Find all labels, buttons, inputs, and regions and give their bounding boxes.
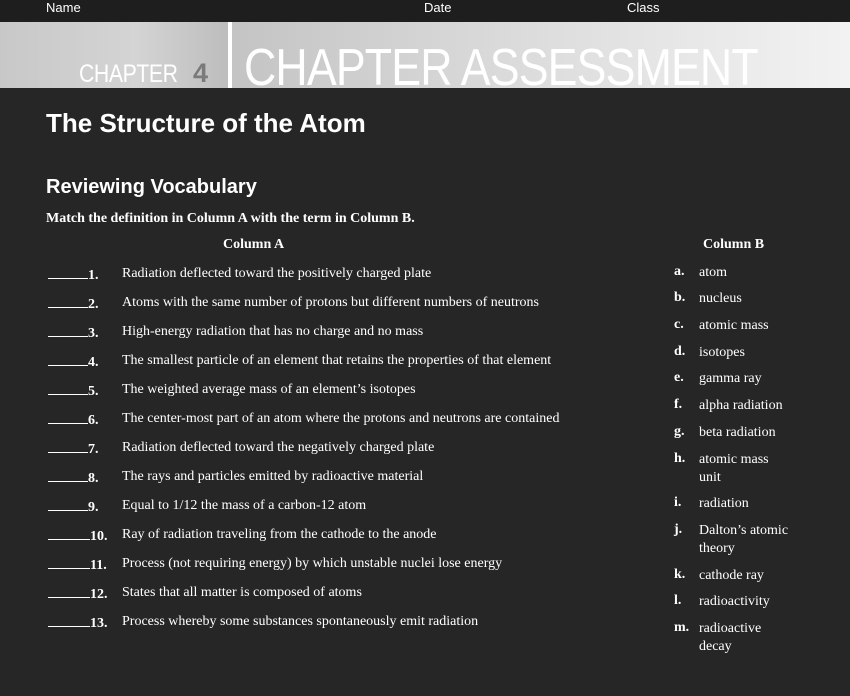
question-text: Radiation deflected toward the positively charged plate [122, 266, 432, 281]
answer-blank[interactable] [48, 527, 90, 540]
instructions: Match the definition in Column A with the term in Column B. [46, 211, 415, 226]
answer-blank[interactable] [48, 614, 90, 627]
term-letter: i. [674, 495, 682, 510]
question-number: 4. [88, 355, 99, 370]
question-item [48, 266, 432, 284]
answer-blank[interactable] [48, 585, 90, 598]
chapter-label: CHAPTER [79, 60, 178, 88]
section-title: Reviewing Vocabulary [46, 176, 257, 198]
term-text: alpha radiation [699, 398, 783, 413]
column-a-header: Column A [223, 237, 285, 252]
question-text: Atoms with the same number of protons but different numbers of neutrons [122, 295, 539, 310]
term-letter: l. [674, 593, 682, 608]
answer-blank[interactable] [48, 295, 88, 308]
question-number: 8. [88, 471, 99, 486]
term-text: gamma ray [699, 371, 762, 386]
answer-blank[interactable] [48, 382, 88, 395]
term-text: radiation [699, 496, 749, 511]
question-item [48, 556, 503, 574]
question-number: 10. [90, 529, 108, 544]
name-date-class-bar [0, 0, 850, 22]
term-text: Dalton’s atomic theory [699, 523, 789, 556]
name-label: Name [46, 0, 81, 15]
question-number: 11. [90, 558, 107, 573]
question-text: The weighted average mass of an element’s isotopes [122, 382, 416, 397]
question-item [48, 527, 437, 545]
term-text: atomic mass unit [699, 452, 769, 485]
column-b-header: Column B [703, 237, 765, 252]
answer-blank[interactable] [48, 469, 88, 482]
question-item [48, 498, 367, 516]
term-text: radioactivity [699, 594, 770, 609]
question-text: The center-most part of an atom where the protons and neutrons are contained [122, 411, 560, 426]
question-text: The smallest particle of an element that retains the properties of that element [122, 353, 552, 368]
question-number: 13. [90, 616, 108, 631]
answer-blank[interactable] [48, 498, 88, 511]
term-letter: e. [674, 370, 684, 385]
question-number: 12. [90, 587, 108, 602]
question-text: Ray of radiation traveling from the cathode to the anode [122, 527, 437, 542]
question-text: The rays and particles emitted by radioactive material [122, 469, 424, 484]
term-text: radioactive decay [699, 621, 762, 654]
question-text: Equal to 1/12 the mass of a carbon-12 atom [122, 498, 367, 513]
question-number: 6. [88, 413, 99, 428]
question-item [48, 411, 560, 429]
answer-blank[interactable] [48, 324, 88, 337]
question-text: States that all matter is composed of atoms [122, 585, 362, 600]
class-label: Class [627, 0, 660, 15]
question-number: 1. [88, 268, 99, 283]
term-letter: a. [674, 264, 685, 279]
question-text: Process whereby some substances spontaneously emit radiation [122, 614, 479, 629]
term-letter: c. [674, 317, 684, 332]
term-letter: b. [674, 290, 686, 305]
answer-blank[interactable] [48, 440, 88, 453]
term-text: isotopes [699, 345, 745, 360]
question-item [48, 324, 424, 342]
question-item [48, 585, 362, 603]
term-letter: m. [674, 620, 690, 635]
question-item [48, 353, 552, 371]
answer-blank[interactable] [48, 266, 88, 279]
question-item [48, 469, 424, 487]
question-number: 9. [88, 500, 99, 515]
term-text: cathode ray [699, 568, 764, 583]
question-item [48, 614, 479, 632]
question-text: Radiation deflected toward the negatively charged plate [122, 440, 435, 455]
answer-blank[interactable] [48, 411, 88, 424]
term-letter: j. [674, 522, 683, 537]
term-text: nucleus [699, 291, 742, 306]
question-item [48, 295, 539, 313]
term-letter: h. [674, 451, 686, 466]
term-letter: f. [674, 397, 683, 412]
question-item [48, 440, 435, 458]
date-label: Date [424, 0, 452, 15]
chapter-number: 4 [193, 58, 209, 88]
term-text: beta radiation [699, 425, 776, 440]
term-letter: g. [674, 424, 685, 439]
term-letter: k. [674, 567, 686, 582]
question-text: Process (not requiring energy) by which unstable nuclei lose energy [122, 556, 503, 571]
answer-blank[interactable] [48, 353, 88, 366]
assessment-title: CHAPTER ASSESSMENT [244, 39, 758, 88]
chapter-banner [0, 22, 850, 88]
question-number: 7. [88, 442, 99, 457]
page-title: The Structure of the Atom [46, 108, 366, 138]
question-text: High-energy radiation that has no charge and no mass [122, 324, 424, 339]
term-text: atomic mass [699, 318, 769, 333]
question-number: 5. [88, 384, 99, 399]
question-number: 2. [88, 297, 99, 312]
answer-blank[interactable] [48, 556, 90, 569]
question-item [48, 382, 416, 400]
term-letter: d. [674, 344, 686, 359]
term-text: atom [699, 265, 727, 280]
question-number: 3. [88, 326, 99, 341]
